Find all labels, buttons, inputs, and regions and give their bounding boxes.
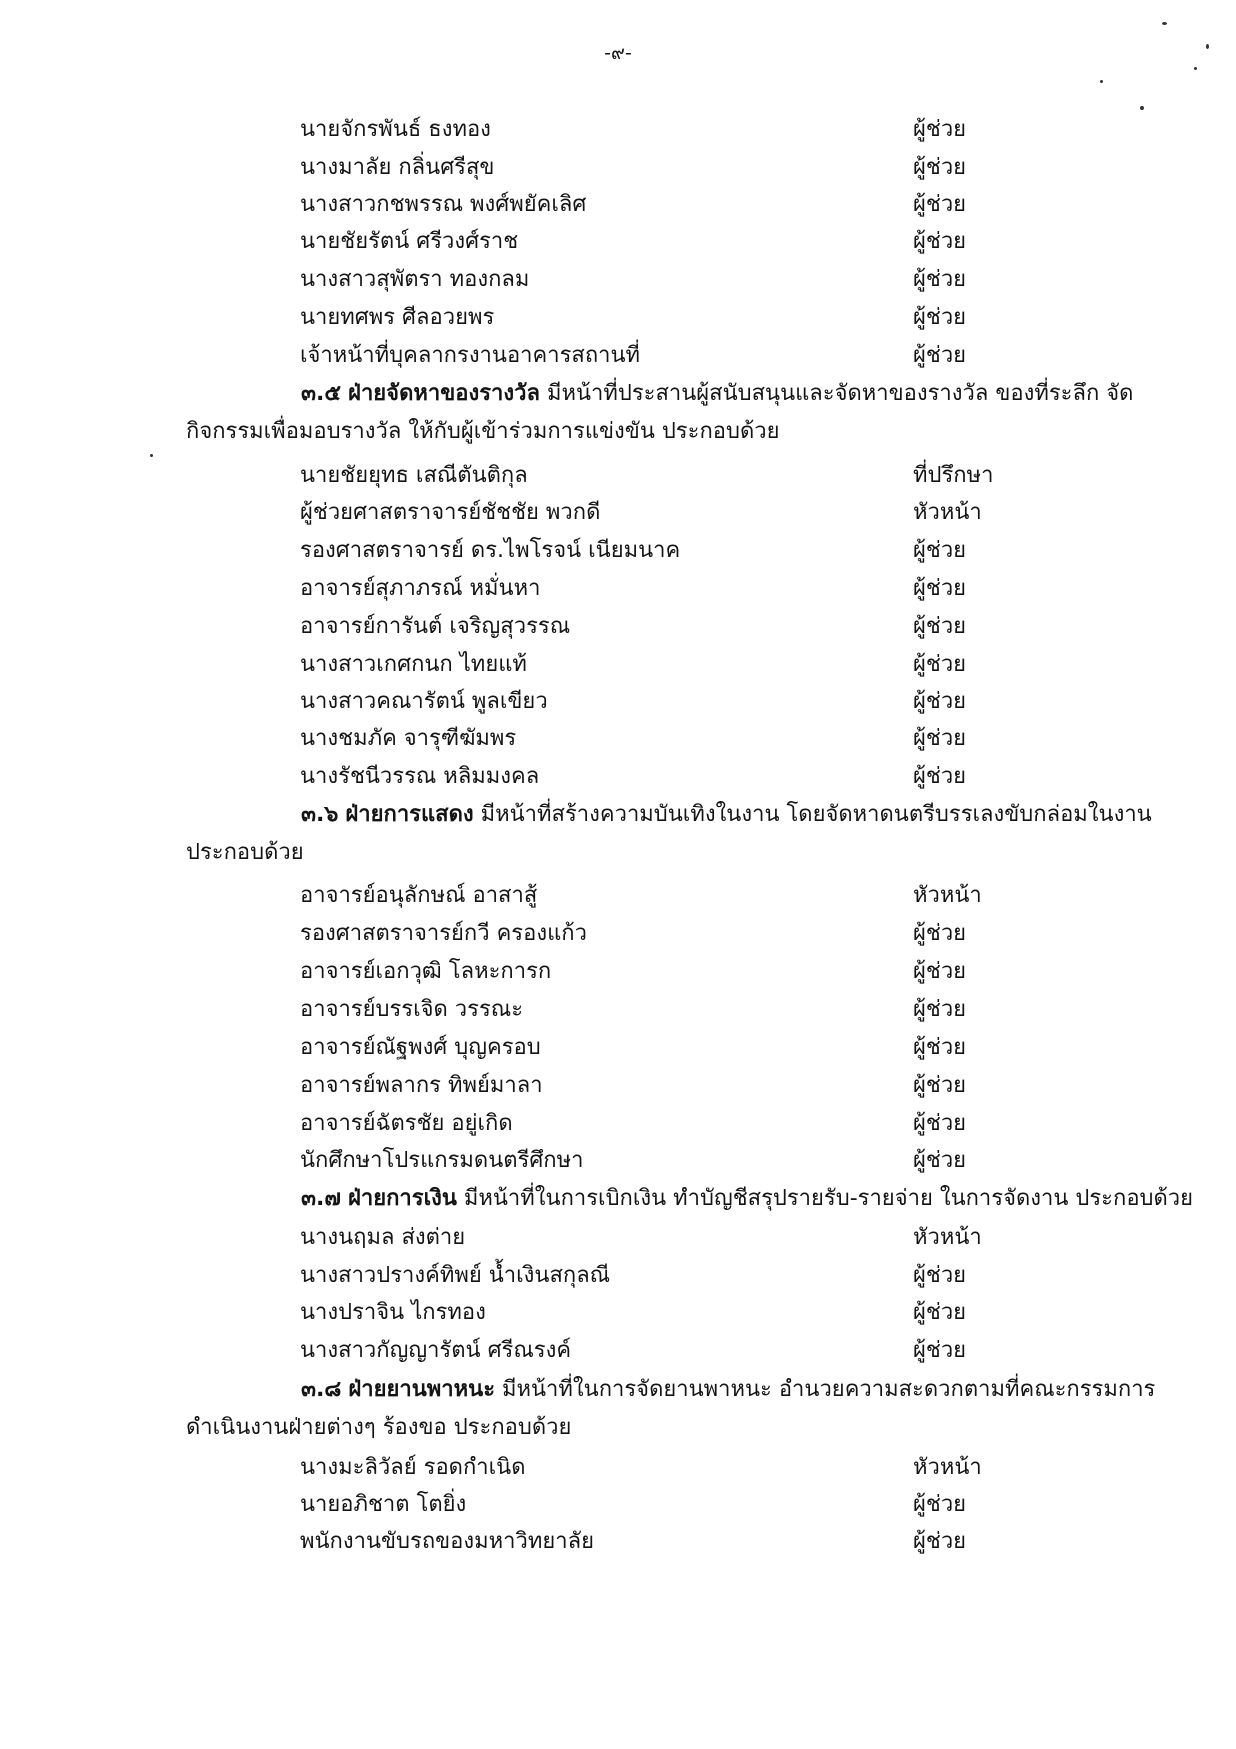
member-role: ผู้ช่วย <box>913 921 967 946</box>
member-name: รองศาสตราจารย์ ดร.ไพโรจน์ เนียมนาค <box>300 538 681 563</box>
list-item <box>0 916 1236 952</box>
member-name: นายชัยยุทธ เสณีตันติกุล <box>300 463 528 488</box>
section-title: ฝ่ายยานพาหนะ <box>348 1377 496 1402</box>
list-item <box>0 571 1236 607</box>
member-role: ผู้ช่วย <box>913 155 967 180</box>
member-name: นางรัชนีวรรณ หลิมมงคล <box>300 764 540 789</box>
scan-speck <box>150 454 153 457</box>
list-item <box>0 721 1236 757</box>
member-name: นางปราจิน ไกรทอง <box>300 1300 486 1325</box>
section-heading <box>186 375 1186 451</box>
list-item <box>0 1258 1236 1294</box>
list-item <box>0 112 1236 148</box>
list-item <box>0 1030 1236 1066</box>
member-role: ผู้ช่วย <box>913 689 967 714</box>
member-role: หัวหน้า <box>913 1225 982 1250</box>
member-name: พนักงานขับรถของมหาวิทยาลัย <box>300 1529 594 1554</box>
member-name: นายชัยรัตน์ ศรีวงศ์ราช <box>300 229 519 254</box>
list-item <box>0 1333 1236 1369</box>
member-role: ผู้ช่วย <box>913 1073 967 1098</box>
member-role: ผู้ช่วย <box>913 1263 967 1288</box>
member-name: นักศึกษาโปรแกรมดนตรีศึกษา <box>300 1148 584 1173</box>
member-role: ผู้ช่วย <box>913 538 967 563</box>
list-item <box>0 1524 1236 1560</box>
list-item <box>0 878 1236 914</box>
member-name: นายทศพร ศีลอวยพร <box>300 305 495 330</box>
list-item <box>0 609 1236 645</box>
list-item <box>0 647 1236 683</box>
member-role: ผู้ช่วย <box>913 726 967 751</box>
list-item <box>0 1068 1236 1104</box>
list-item <box>0 1295 1236 1331</box>
page-number: -๙- <box>604 42 632 64</box>
member-name: นางมาลัย กลิ่นศรีสุข <box>300 155 495 180</box>
member-role: หัวหน้า <box>913 1455 982 1480</box>
member-name: นางสาวสุพัตรา ทองกลม <box>300 267 530 292</box>
list-item <box>0 224 1236 260</box>
member-name: เจ้าหน้าที่บุคลากรงานอาคารสถานที่ <box>300 343 641 368</box>
list-item <box>0 300 1236 336</box>
list-item <box>0 533 1236 569</box>
member-name: รองศาสตราจารย์กวี ครองแก้ว <box>300 921 587 946</box>
member-role: ผู้ช่วย <box>913 1111 967 1136</box>
member-name: อาจารย์การันต์ เจริญสุวรรณ <box>300 614 571 639</box>
member-name: อาจารย์สุภาภรณ์ หมั่นหา <box>300 576 541 601</box>
member-name: นางนฤมล ส่งต่าย <box>300 1225 466 1250</box>
member-role: ผู้ช่วย <box>913 229 967 254</box>
member-name: นางชมภัค จารุฑีฆัมพร <box>300 726 517 751</box>
section-description-cont: ประกอบด้วย <box>186 840 304 865</box>
list-item <box>0 1220 1236 1256</box>
member-role: ผู้ช่วย <box>913 652 967 677</box>
list-item <box>0 458 1236 494</box>
member-role: ผู้ช่วย <box>913 343 967 368</box>
member-role: ผู้ช่วย <box>913 997 967 1022</box>
member-name: นางสาวเกศกนก ไทยแท้ <box>300 652 527 677</box>
member-name: อาจารย์ณัฐพงศ์ บุญครอบ <box>300 1035 541 1060</box>
member-role: ผู้ช่วย <box>913 1300 967 1325</box>
list-item <box>0 1487 1236 1523</box>
section-number: ๓.๕ <box>301 381 342 406</box>
member-name: อาจารย์เอกวุฒิ โลหะการก <box>300 959 552 984</box>
member-role: ผู้ช่วย <box>913 267 967 292</box>
scan-speck <box>1162 22 1167 25</box>
section-description: มีหน้าที่ในการเบิกเงิน ทำบัญชีสรุปรายรับ-รายจ่าย ในการจัดงาน ประกอบด้วย <box>456 1186 1194 1211</box>
section-title: ฝ่ายจัดหาของรางวัล <box>348 381 540 406</box>
list-item <box>0 187 1236 223</box>
member-name: นางสาวกชพรรณ พงศ์พยัคเลิศ <box>300 192 587 217</box>
member-role: ผู้ช่วย <box>913 576 967 601</box>
member-role: ผู้ช่วย <box>913 614 967 639</box>
member-name: อาจารย์พลากร ทิพย์มาลา <box>300 1073 543 1098</box>
scan-speck <box>1100 80 1103 83</box>
section-heading <box>186 1180 1194 1218</box>
member-role: หัวหน้า <box>913 883 982 908</box>
section-number: ๓.๗ <box>301 1186 341 1211</box>
member-role: ผู้ช่วย <box>913 305 967 330</box>
list-item <box>0 338 1236 374</box>
section-description-cont: ดำเนินงานฝ่ายต่างๆ ร้องขอ ประกอบด้วย <box>186 1415 572 1440</box>
list-item <box>0 684 1236 720</box>
list-item <box>0 759 1236 795</box>
section-title: ฝ่ายการเงิน <box>347 1186 457 1211</box>
member-name: นางสาวคณารัตน์ พูลเขียว <box>300 689 548 714</box>
member-role: ผู้ช่วย <box>913 764 967 789</box>
member-name: นางสาวกัญญารัตน์ ศรีณรงค์ <box>300 1338 572 1363</box>
section-heading <box>186 1371 1186 1447</box>
section-number: ๓.๘ <box>301 1377 342 1402</box>
scan-speck <box>1194 67 1197 70</box>
scan-speck <box>1140 106 1144 110</box>
member-role: ที่ปรึกษา <box>913 463 994 488</box>
list-item <box>0 495 1236 531</box>
member-role: ผู้ช่วย <box>913 117 967 142</box>
member-name: นายอภิชาต โตยิ่ง <box>300 1492 467 1517</box>
scan-speck <box>1206 44 1209 49</box>
member-role: ผู้ช่วย <box>913 1338 967 1363</box>
list-item <box>0 1450 1236 1486</box>
list-item <box>0 992 1236 1028</box>
section-description-cont: กิจกรรมเพื่อมอบรางวัล ให้กับผู้เข้าร่วมการแข่งขัน ประกอบด้วย <box>186 419 780 444</box>
list-item <box>0 150 1236 186</box>
member-role: ผู้ช่วย <box>913 1148 967 1173</box>
member-role: ผู้ช่วย <box>913 959 967 984</box>
list-item <box>0 954 1236 990</box>
member-role: ผู้ช่วย <box>913 192 967 217</box>
member-role: ผู้ช่วย <box>913 1529 967 1554</box>
section-title: ฝ่ายการแสดง <box>345 802 474 827</box>
list-item <box>0 1143 1236 1179</box>
list-item <box>0 262 1236 298</box>
member-name: ผู้ช่วยศาสตราจารย์ชัชชัย พวกดี <box>300 500 601 525</box>
member-role: ผู้ช่วย <box>913 1492 967 1517</box>
member-name: นายจักรพันธ์ ธงทอง <box>300 117 491 142</box>
member-name: อาจารย์บรรเจิด วรรณะ <box>300 997 524 1022</box>
member-name: นางมะลิวัลย์ รอดกำเนิด <box>300 1455 526 1480</box>
member-role: หัวหน้า <box>913 500 982 525</box>
section-description: มีหน้าที่ในการจัดยานพาหนะ อำนวยความสะดวกตามที่คณะกรรมการ <box>495 1377 1156 1402</box>
member-name: อาจารย์ฉัตรชัย อยู่เกิด <box>300 1111 513 1136</box>
list-item <box>0 1106 1236 1142</box>
member-name: อาจารย์อนุลักษณ์ อาสาสู้ <box>300 883 538 908</box>
section-heading <box>186 796 1186 872</box>
section-number: ๓.๖ <box>301 802 339 827</box>
section-description: มีหน้าที่สร้างความบันเทิงในงาน โดยจัดหาดนตรีบรรเลงขับกล่อมในงาน <box>473 802 1152 827</box>
member-role: ผู้ช่วย <box>913 1035 967 1060</box>
section-description: มีหน้าที่ประสานผู้สนับสนุนและจัดหาของรางวัล ของที่ระลึก จัด <box>539 381 1134 406</box>
member-name: นางสาวปรางค์ทิพย์ น้ำเงินสกุลณี <box>300 1263 611 1288</box>
